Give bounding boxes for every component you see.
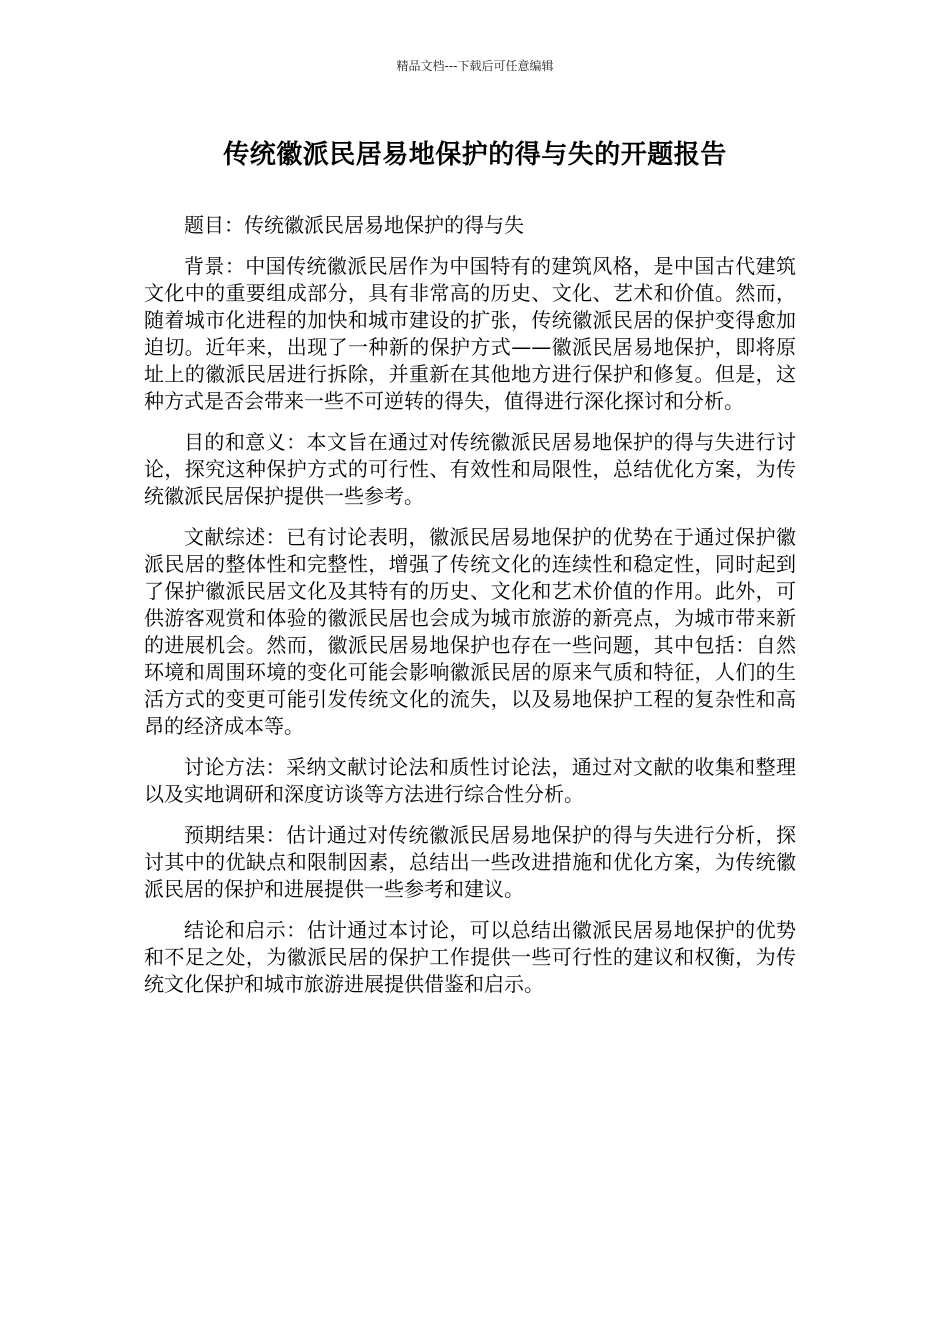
paragraph-conclusion: 结论和启示：估计通过本讨论，可以总结出徽派民居易地保护的优势和不足之处，为徽派民居的保护工作提供一些可行性的建议和权衡，为传统文化保护和城市旅游进展提供借鉴和启示。 [144,918,796,996]
paragraph-literature-review: 文献综述：已有讨论表明，徽派民居易地保护的优势在于通过保护徽派民居的整体性和完整性，增强了传统文化的连续性和稳定性，同时起到了保护徽派民居文化及其特有的历史、文化和艺术价值的作用。此外，可供游客观赏和体验的徽派民居也会成为城市旅游的新亮点，为城市带来新的进展机会。然而，徽派民居易地保护也存在一些问题，其中包括：自然环境和周围环境的变化可能会影响徽派民居的原来气质和特征，人们的生活方式的变更可能引发传统文化的流失，以及易地保护工程的复杂性和高昂的经济成本等。 [144,525,796,738]
document-title: 传统徽派民居易地保护的得与失的开题报告 [223,140,727,170]
paragraph-purpose: 目的和意义：本文旨在通过对传统徽派民居易地保护的得与失进行讨论，探究这种保护方式的可行性、有效性和局限性，总结优化方案，为传统徽派民居保护提供一些参考。 [144,430,796,508]
paragraph-topic: 题目：传统徽派民居易地保护的得与失 [184,213,524,237]
header-note: 精品文档---下载后可任意编辑 [396,59,554,73]
document-body [144,212,796,1012]
paragraph-methods: 讨论方法：采纳文献讨论法和质性讨论法，通过对文献的收集和整理以及实地调研和深度访谈等方法进行综合性分析。 [144,755,796,806]
paragraph-expected-results: 预期结果：估计通过对传统徽派民居易地保护的得与失进行分析，探讨其中的优缺点和限制因素，总结出一些改进措施和优化方案，为传统徽派民居的保护和进展提供一些参考和建议。 [144,823,796,901]
paragraph-background: 背景：中国传统徽派民居作为中国特有的建筑风格，是中国古代建筑文化中的重要组成部分，具有非常高的历史、文化、艺术和价值。然而，随着城市化进程的加快和城市建设的扩张，传统徽派民居的保护变得愈加迫切。近年来，出现了一种新的保护方式——徽派民居易地保护，即将原址上的徽派民居进行拆除，并重新在其他地方进行保护和修复。但是，这种方式是否会带来一些不可逆转的得失，值得进行深化探讨和分析。 [144,254,796,413]
